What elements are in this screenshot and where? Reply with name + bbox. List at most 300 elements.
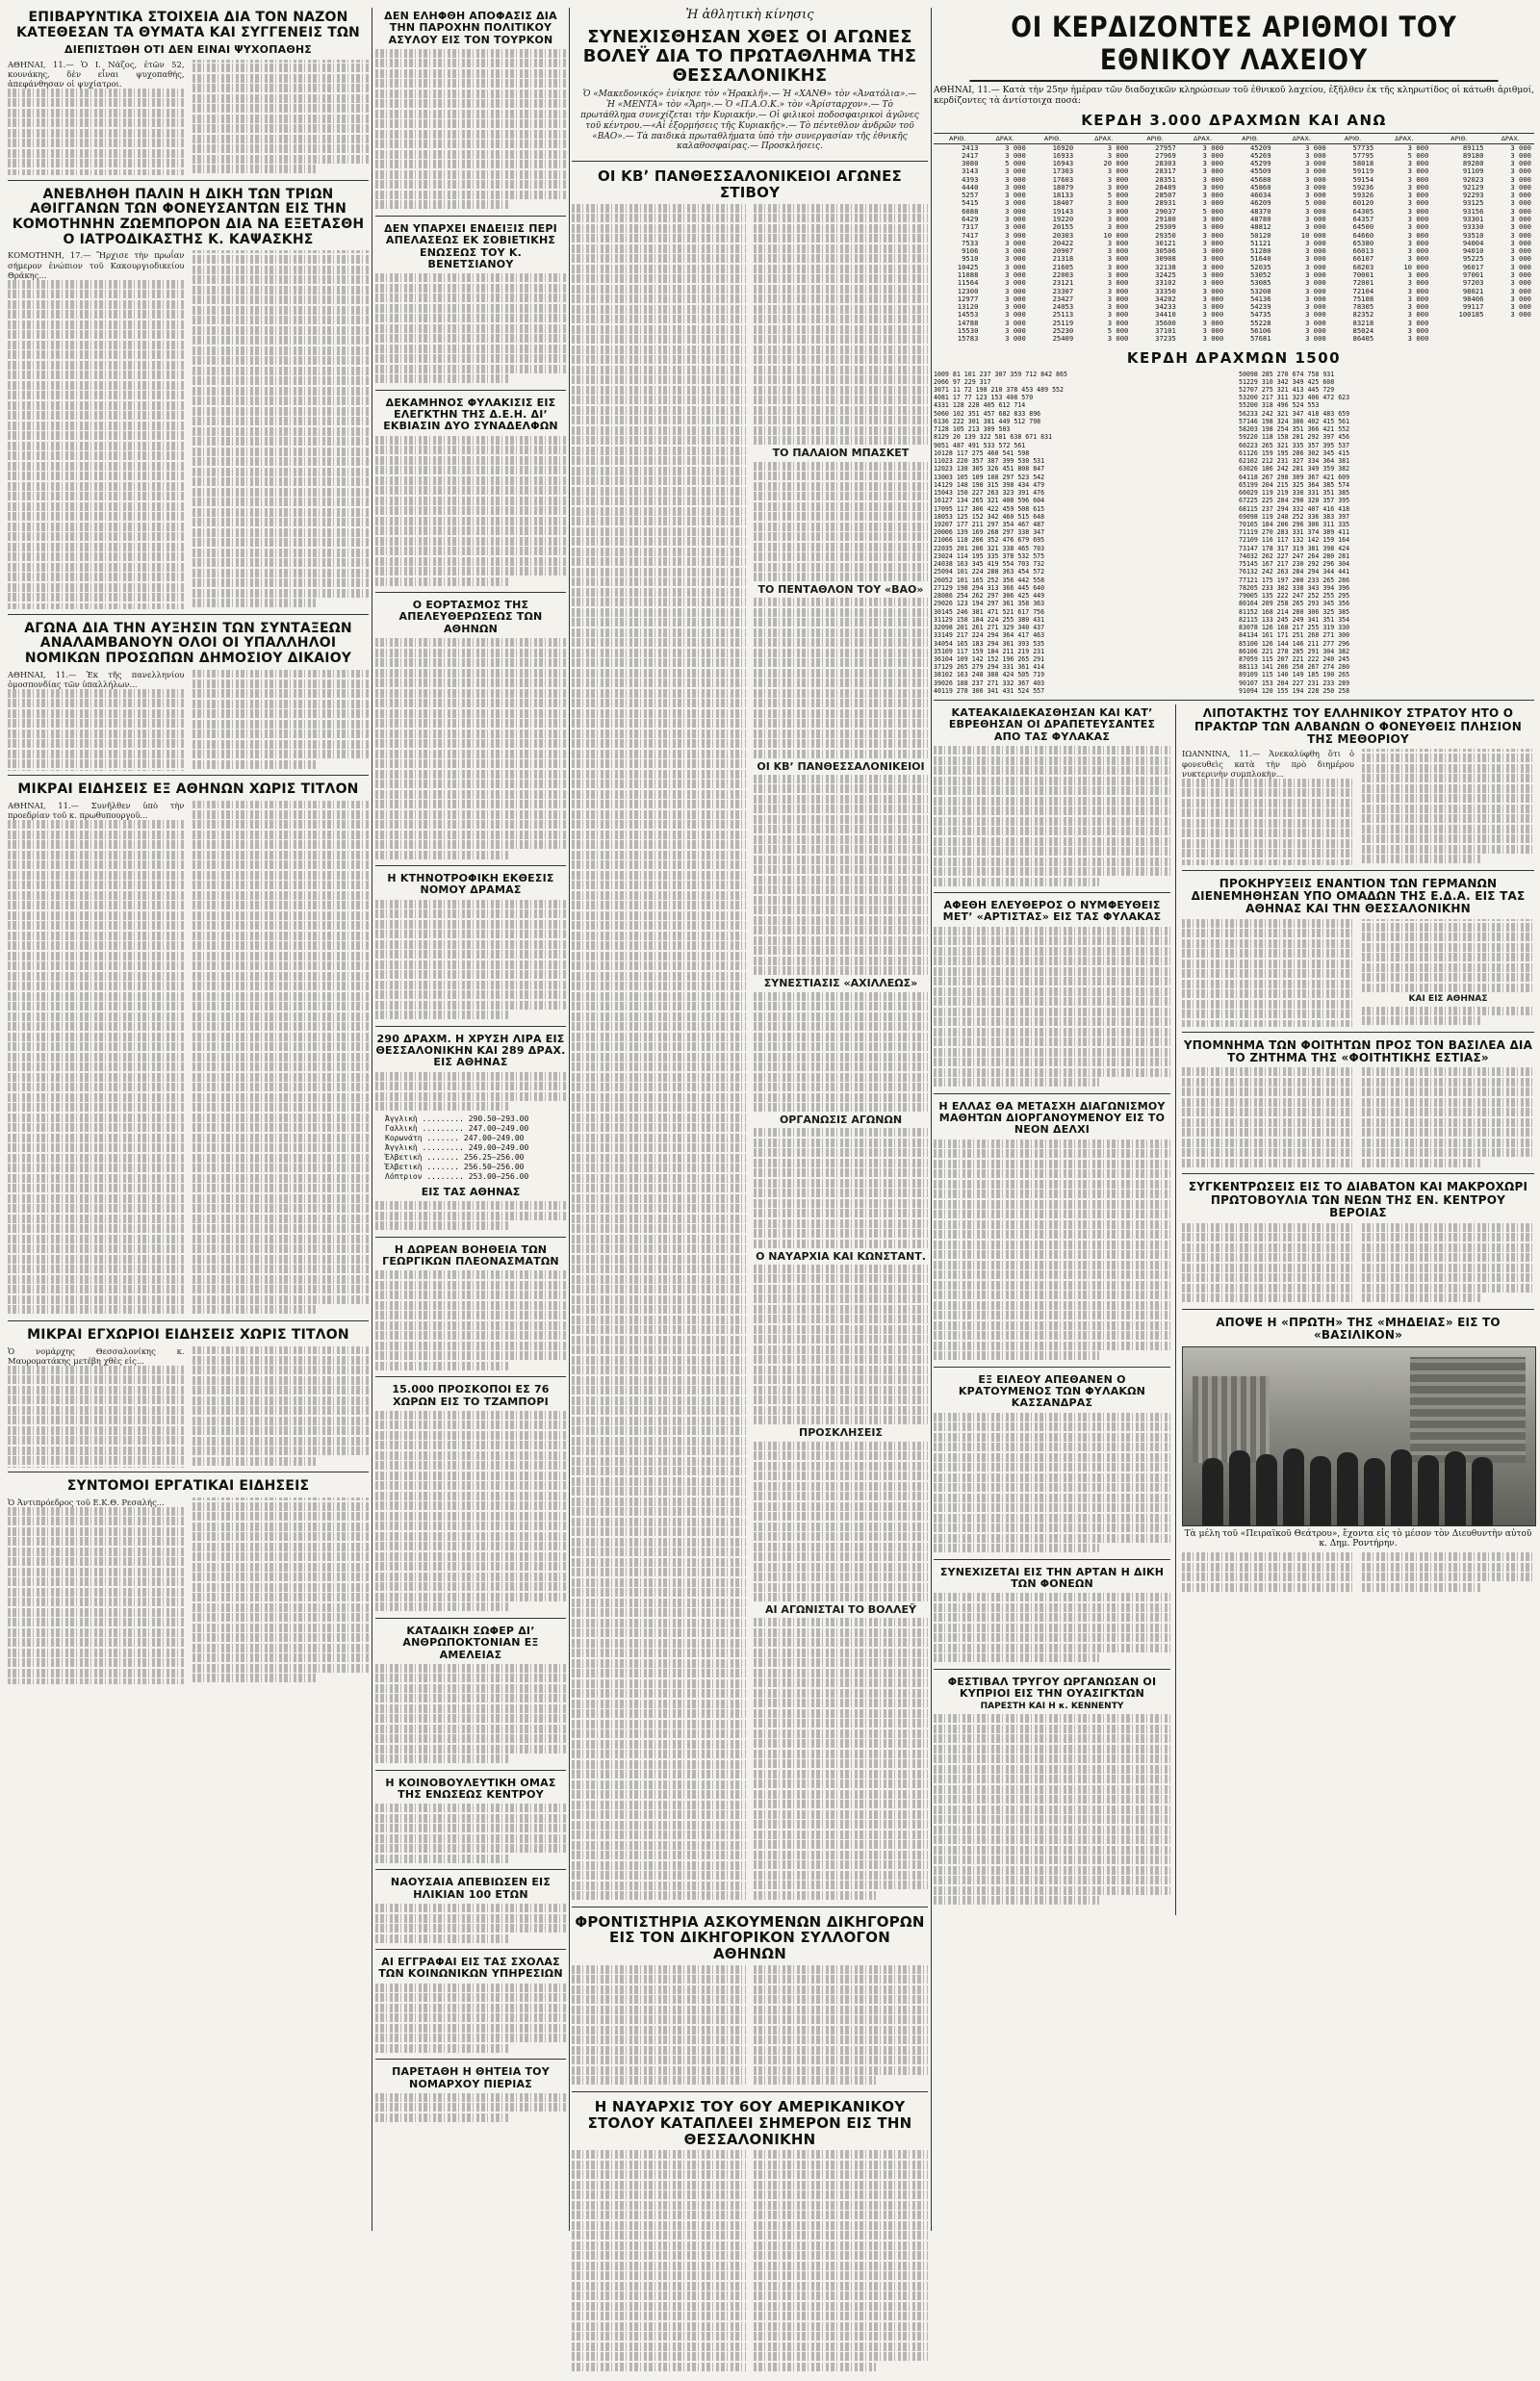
number-line: 85100 126 144 146 211 277 296 — [1239, 639, 1350, 648]
ticket-number — [1431, 327, 1486, 335]
ticket-number: 50120 — [1249, 230, 1271, 240]
ticket-number: 66107 — [1352, 254, 1374, 264]
lead-text: Ὁ νομάρχης Θεσσαλονίκης κ. Μαυροματάκης μετέβη χθὲς εἰς... — [8, 1345, 185, 1366]
lead-text: ΑΘΗΝΑΙ, 11.— Ἐκ τῆς πανελληνίου ὁμοσπονδίας τῶν ὑπαλλήλων... — [8, 669, 185, 689]
ticket-number: 18133 — [1052, 191, 1074, 200]
headline: 15.000 ΠΡΟΣΚΟΠΟΙ ΕΣ 76 ΧΩΡΩΝ ΕΙΣ ΤΟ ΤΖΑΜΠΟΡΙ — [392, 1383, 550, 1408]
prize-amount: 3 000 — [1005, 182, 1026, 192]
column-2 — [375, 8, 566, 2132]
ticket-number: 37101 — [1155, 325, 1176, 335]
lottery-table-body — [934, 143, 1534, 344]
article-athinganoi — [8, 185, 369, 615]
number-line: 30145 246 381 471 521 617 756 — [934, 607, 1045, 616]
ticket-number: 92293 — [1462, 191, 1484, 200]
prize-amount — [1486, 320, 1534, 327]
prize-amount: 5 000 — [1407, 150, 1429, 160]
headline: ΑΦΕΘΗ ΕΛΕΥΘΕΡΟΣ Ο ΝΥΜΦΕΥΘΕΙΣ ΜΕΤʼ «ΑΡΤΙΣΤΑΣ» ΕΙΣ ΤΑΣ ΦΥΛΑΚΑΣ — [942, 899, 1162, 924]
prize-amount: 3 000 — [1407, 174, 1429, 184]
number-line: 15043 150 227 263 323 391 476 — [934, 489, 1045, 498]
number-line: 24038 163 345 419 554 703 732 — [934, 560, 1045, 569]
ticket-number: 14788 — [957, 318, 979, 327]
article-body — [8, 670, 369, 771]
lead-text: ΙΩΑΝΝΙΝΑ, 11.— Ἀνεκαλύφθη ὅτι ὁ φονευθεὶς κατὰ τὴν πρὸ διημέρου νυκτερινὴν συμπλοκὴν... — [1182, 749, 1354, 779]
article-mikres-egxories — [8, 1325, 369, 1472]
ticket-number: 13120 — [957, 302, 979, 312]
prize-amount: 3 000 — [1510, 222, 1531, 232]
number-line: 23024 114 195 335 378 532 575 — [934, 551, 1045, 560]
price-row: Ἑλβετικὴ ....... 256.50—256.00 — [385, 1163, 525, 1172]
prize-amount: 3 000 — [1305, 294, 1326, 303]
ticket-number: 97001 — [1462, 270, 1484, 279]
ticket-number: 89180 — [1462, 150, 1484, 160]
number-line: 36104 109 142 152 196 265 291 — [934, 654, 1045, 663]
prize-amount: 3 000 — [1005, 302, 1026, 312]
ticket-number: 98021 — [1462, 286, 1484, 295]
ticket-number: 20303 — [1052, 230, 1074, 240]
subheadline: ΠΡΟΣΚΛΗΣΕΙΣ — [798, 1426, 883, 1440]
article-asylo — [375, 8, 566, 217]
number-line: 81152 168 214 280 306 325 385 — [1239, 607, 1350, 616]
article-body — [375, 1072, 566, 1112]
prize-amount: 3 000 — [1107, 318, 1129, 327]
ticket-number: 92129 — [1462, 182, 1484, 192]
ticket-number: 9510 — [962, 254, 979, 264]
number-line: 16127 134 265 321 408 596 604 — [934, 497, 1045, 505]
headline: Η ΚΤΗΝΟΤΡΟΦΙΚΗ ΕΚΘΕΣΙΣ ΝΟΜΟΥ ΔΡΑΜΑΣ — [387, 872, 554, 897]
ticket-number: 32425 — [1155, 270, 1176, 279]
ticket-number: 14553 — [957, 310, 979, 320]
prize-amount: 3 000 — [1202, 254, 1224, 264]
number-line: 82115 133 245 249 341 351 354 — [1239, 615, 1350, 624]
number-line: 79005 135 222 247 252 255 295 — [1239, 592, 1350, 601]
prize-amount: 3 000 — [1005, 286, 1026, 295]
price-row: Κορωνάτη ....... 247.00—249.00 — [385, 1134, 525, 1143]
prize-amount: 3 000 — [1407, 206, 1429, 216]
number-line: 86106 221 278 285 291 304 382 — [1239, 647, 1350, 655]
number-line: 56233 242 321 347 418 483 659 — [1239, 409, 1350, 418]
prize-header: ΚΕΡΔΗ ΔΡΑΧΜΩΝ 1500 — [1126, 348, 1342, 367]
number-line: 66029 119 219 330 331 351 385 — [1239, 489, 1350, 498]
prize-amount: 3 000 — [1305, 206, 1326, 216]
prize-amount — [1486, 335, 1534, 343]
ticket-number: 17303 — [1052, 166, 1074, 176]
number-line: 12023 138 305 326 451 808 847 — [934, 465, 1045, 474]
number-line: 38102 163 248 388 424 505 719 — [934, 671, 1045, 679]
prize-amount: 3 000 — [1305, 262, 1326, 271]
subheadline: ΠΑΡΕΣΤΗ ΚΑΙ Η κ. ΚΕΝΝΕΝΤΥ — [980, 1702, 1124, 1712]
prize-amount: 3 000 — [1407, 318, 1429, 327]
col4-left-sub — [934, 704, 1176, 1915]
headline: ΑΝΕΒΛΗΘΗ ΠΑΛΙΝ Η ΔΙΚΗ ΤΩΝ ΤΡΙΩΝ ΑΘΙΓΓΑΝΩΝ ΤΩΝ ΦΟΝΕΥΣΑΝΤΩΝ ΕΙΣ ΤΗΝ ΚΟΜΟΤΗΝΗΝ ΖΩΕΜΠΟΡΟΝ ΔΙΑ ΝΑ ΕΞΕΤΑΣΘΗ Ο ΙΑΤΡΟΔΙΚΑΣΤΗΣ Κ. ΚΑΨΑΣΚΗΣ — [12, 186, 365, 247]
ticket-number: 59154 — [1352, 174, 1374, 184]
ticket-number: 45680 — [1249, 174, 1271, 184]
prize-amount: 3 000 — [1510, 286, 1531, 295]
ticket-number: 27969 — [1155, 150, 1176, 160]
prize-amount: 3 000 — [1005, 246, 1026, 256]
prize-amount: 3 000 — [1305, 246, 1326, 256]
article-body — [375, 1984, 566, 2053]
prize-amount: 3 000 — [1510, 246, 1531, 256]
ticket-number: 99117 — [1462, 302, 1484, 312]
number-line: 89109 115 140 149 185 190 265 — [1239, 671, 1350, 679]
gold-prices-list — [385, 1114, 556, 1182]
article-body — [1182, 749, 1534, 864]
ticket-number: 94004 — [1462, 238, 1484, 247]
ticket-number: 58018 — [1352, 159, 1374, 168]
prize-amount: 3 000 — [1202, 246, 1224, 256]
prize-amount: 3 000 — [1202, 222, 1224, 232]
prize-amount: 3 000 — [1005, 206, 1026, 216]
ticket-number: 19143 — [1052, 206, 1074, 216]
article-stivos — [572, 166, 928, 1907]
headline: ΑΓΩΝΑ ΔΙΑ ΤΗΝ ΑΥΞΗΣΙΝ ΤΩΝ ΣΥΝΤΑΞΕΩΝ ΑΝΑΛΑΜΒΑΝΟΥΝ ΟΛΟΙ ΟΙ ΥΠΑΛΛΗΛΟΙ ΝΟΜΙΚΩΝ ΠΡΟΣΩΠΩΝ ΔΗΜΟΣΙΟΥ ΔΙΚΑΙΟΥ — [24, 620, 352, 666]
prize-amount: 3 000 — [1510, 166, 1531, 176]
number-line: 1009 81 101 237 307 359 712 842 865 — [934, 370, 1067, 378]
ticket-number: 6429 — [962, 215, 979, 224]
article-navarxis — [572, 2096, 928, 2377]
headline: ΜΙΚΡΑΙ ΕΓΧΩΡΙΟΙ ΕΙΔΗΣΕΙΣ ΧΩΡΙΣ ΤΙΤΛΟΝ — [27, 1326, 349, 1343]
article-body — [8, 801, 369, 1316]
article-festival — [934, 1674, 1170, 1911]
prize-amount: 3 000 — [1510, 174, 1531, 184]
number-line: 84134 161 171 251 268 271 300 — [1239, 631, 1350, 640]
lead-text: ΚΟΜΟΤΗΝΗ, 17.— Ἤρχισε τὴν πρωΐαν σήμερον ἐνώπιον τοῦ Κακουργιοδικείου Θράκης... — [8, 250, 185, 280]
ticket-number: 30121 — [1155, 238, 1176, 247]
ticket-number: 82352 — [1352, 310, 1374, 320]
number-line: 20006 139 169 268 297 338 347 — [934, 528, 1045, 537]
prize-amount: 3 000 — [1510, 262, 1531, 271]
prize-amount: 10 000 — [1103, 230, 1129, 240]
lead-text: ΑΘΗΝΑΙ, 11.— Συνῆλθεν ὑπὸ τὴν προεδρίαν τοῦ κ. πρωθυπουργοῦ... — [8, 800, 185, 820]
ticket-number: 55228 — [1249, 318, 1271, 327]
prize-amount: 3 000 — [1202, 325, 1224, 335]
article-veroia — [1182, 1178, 1534, 1309]
prize-amount: 5 000 — [1107, 325, 1129, 335]
ticket-number: 21605 — [1052, 262, 1074, 271]
ticket-number: 28303 — [1155, 159, 1176, 168]
headline: ΦΡΟΝΤΙΣΤΗΡΙΑ ΑΣΚΟΥΜΕΝΩΝ ΔΙΚΗΓΟΡΩΝ ΕΙΣ ΤΟΝ ΔΙΚΗΓΟΡΙΚΟΝ ΣΥΛΛΟΓΟΝ ΑΘΗΝΩΝ — [575, 1912, 925, 1963]
ticket-number: 12300 — [957, 286, 979, 295]
prize-amount: 3 000 — [1510, 254, 1531, 264]
ticket-number: 20907 — [1052, 246, 1074, 256]
number-line: 74032 202 227 247 264 280 281 — [1239, 551, 1350, 560]
ticket-number: 78305 — [1352, 302, 1374, 312]
ticket-number: 89115 — [1462, 142, 1484, 152]
prize-amount: 3 000 — [1407, 182, 1429, 192]
ticket-number: 2413 — [962, 142, 979, 152]
number-line: 73147 178 317 319 381 398 424 — [1239, 544, 1350, 552]
number-line: 69098 119 248 252 336 383 397 — [1239, 512, 1350, 521]
prize-amount: 3 000 — [1305, 286, 1326, 295]
number-line: 7128 105 213 309 503 — [934, 425, 1011, 434]
prize-amount: 3 000 — [1107, 182, 1129, 192]
number-line: 5060 102 351 457 682 833 896 — [934, 409, 1041, 418]
article-body — [1182, 1552, 1534, 1593]
lottery-intro: ΑΘΗΝΑΙ, 11.— Κατὰ τὴν 25ην ἡμέραν τῶν διαδοχικῶν κληρώσεων τοῦ ἐθνικοῦ λαχείου, ἐξῆλθεν ἐκ τῆς κληρωτίδος οἱ κάτωθι ἀριθμοί, κερδίζοντες τὰ ἀντίστοιχα ποσά: — [934, 86, 1534, 107]
ticket-number: 56106 — [1249, 325, 1271, 335]
article-body — [934, 1413, 1170, 1553]
prize-amount — [1486, 327, 1534, 335]
ticket-number: 59236 — [1352, 182, 1374, 192]
prize-amount: 3 000 — [1510, 142, 1531, 152]
headline: ΛΙΠΟΤΑΚΤΗΣ ΤΟΥ ΕΛΛΗΝΙΚΟΥ ΣΤΡΑΤΟΥ ΗΤΟ Ο ΠΡΑΚΤΩΡ ΤΩΝ ΑΛΒΑΝΩΝ Ο ΦΟΝΕΥΘΕΙΣ ΠΛΗΣΙΟΝ ΤΗΣ ΜΕΘΟΡΙΟΥ — [1194, 706, 1522, 747]
number-line: 59220 118 158 201 292 397 456 — [1239, 433, 1350, 442]
ticket-number: 64660 — [1352, 230, 1374, 240]
article-mideia — [1182, 1314, 1534, 1598]
prize-amount: 3 000 — [1510, 278, 1531, 288]
small-prizes-right — [1239, 371, 1534, 696]
lead-text: Ὁ Ἀντιπρόεδρος τοῦ Ε.Κ.Θ. Ρεσαλής... — [8, 1497, 165, 1507]
prize-amount: 3 000 — [1305, 159, 1326, 168]
prize-amount: 3 000 — [1407, 159, 1429, 168]
headline: ΕΞ ΕΙΛΕΟΥ ΑΠΕΘΑΝΕΝ Ο ΚΡΑΤΟΥΜΕΝΟΣ ΤΩΝ ΦΥΛΑΚΩΝ ΚΑΣΣΑΝΔΡΑΣ — [958, 1372, 1146, 1410]
ticket-number: 72104 — [1352, 286, 1374, 295]
prize-amount: 3 000 — [1305, 302, 1326, 312]
number-line: 2066 97 229 317 — [934, 377, 991, 386]
prize-amount: 3 000 — [1107, 286, 1129, 295]
prize-amount: 3 000 — [1407, 325, 1429, 335]
number-line: 28086 254 262 297 306 425 449 — [934, 592, 1045, 601]
ticket-number: 93301 — [1462, 215, 1484, 224]
article-body — [375, 1804, 566, 1863]
ticket-number: 32138 — [1155, 262, 1176, 271]
article-naousaia — [375, 1874, 566, 1950]
headline: Ο ΕΟΡΤΑΣΜΟΣ ΤΗΣ ΑΠΕΛΕΥΘΕΡΩΣΕΩΣ ΤΩΝ ΑΘΗΝΩΝ — [398, 599, 543, 635]
headline: ΔΕΚΑΜΗΝΟΣ ΦΥΛΑΚΙΣΙΣ ΕΙΣ ΕΛΕΓΚΤΗΝ ΤΗΣ Δ.Ε.Η. ΔΙʼ ΕΚΒΙΑΣΙΝ ΔΥΟ ΣΥΝΑΔΕΛΦΩΝ — [383, 396, 558, 433]
number-line: 21066 118 206 352 476 679 695 — [934, 536, 1045, 545]
article-nomarxis — [375, 2063, 566, 2128]
price-row: Ἑλβετικὴ ....... 256.25—256.00 — [385, 1153, 525, 1163]
ticket-number: 16933 — [1052, 150, 1074, 160]
prize-amount: 3 000 — [1107, 278, 1129, 288]
ticket-number: 48370 — [1249, 206, 1271, 216]
ticket-number: 28507 — [1155, 191, 1176, 200]
headline: ΔΕΝ ΥΠΑΡΧΕΙ ΕΝΔΕΙΞΙΣ ΠΕΡΙ ΑΠΕΛΑΣΕΩΣ ΕΚ ΣΟΒΙΕΤΙΚΗΣ ΕΝΩΣΕΩΣ ΤΟΥ Κ. ΒΕΝΕΤΣΙΑΝΟΥ — [384, 221, 557, 270]
ticket-number: 30908 — [1155, 254, 1176, 264]
ticket-number: 28317 — [1155, 166, 1176, 176]
number-line: 29026 123 194 297 361 358 363 — [934, 600, 1045, 608]
lottery-table — [934, 133, 1534, 344]
prize-amount: 3 000 — [1202, 294, 1224, 303]
ticket-number: 3143 — [962, 166, 979, 176]
article-body — [375, 2093, 566, 2122]
small-prizes — [934, 371, 1534, 696]
prize-amount: 3 000 — [1305, 278, 1326, 288]
prize-amount: 3 000 — [1005, 191, 1026, 200]
prize-amount: 3 000 — [1407, 302, 1429, 312]
column-rule — [931, 8, 932, 2231]
ticket-number: 17603 — [1052, 174, 1074, 184]
ticket-number: 28931 — [1155, 198, 1176, 208]
prize-amount: 3 000 — [1005, 294, 1026, 303]
ticket-number: 46034 — [1249, 191, 1271, 200]
prize-amount: 3 000 — [1305, 270, 1326, 279]
ticket-number: 85024 — [1352, 325, 1374, 335]
prize-amount: 3 000 — [1305, 150, 1326, 160]
ticket-number: 5415 — [962, 198, 979, 208]
ticket-number: 65380 — [1352, 238, 1374, 247]
ticket-number: 22003 — [1052, 270, 1074, 279]
number-line: 57146 198 324 386 402 415 561 — [1239, 417, 1350, 425]
ticket-number: 93510 — [1462, 230, 1484, 240]
subheadline: ΣΥΝΕΣΤΙΑΣΙΣ «ΑΧΙΛΛΕΩΣ» — [763, 977, 918, 990]
number-line: 53200 217 311 323 406 472 623 — [1239, 394, 1350, 402]
subheadline: ΤΟ ΠΕΝΤΑΘΛΟΝ ΤΟΥ «ΒΑΟ» — [757, 583, 924, 597]
column-1 — [8, 8, 369, 1693]
number-line: 65199 204 215 325 364 385 574 — [1239, 480, 1350, 489]
prize-amount: 3 000 — [1202, 334, 1224, 344]
ticket-number: 95225 — [1462, 254, 1484, 264]
subheadline: ΑΙ ΑΓΩΝΙΣΤΑΙ ΤΟ ΒΟΛΛΕΫ — [765, 1603, 916, 1617]
ticket-number: 72001 — [1352, 278, 1374, 288]
number-line: 6136 222 301 381 449 512 798 — [934, 417, 1041, 425]
ticket-number: 11564 — [957, 278, 979, 288]
prize-amount: 3 000 — [1305, 222, 1326, 232]
number-line: 26052 101 165 252 356 442 558 — [934, 576, 1045, 584]
prize-amount: 3 000 — [1005, 238, 1026, 247]
prize-amount: 3 000 — [1107, 310, 1129, 320]
ticket-number: 29309 — [1155, 222, 1176, 232]
ticket-number: 57735 — [1352, 142, 1374, 152]
prize-amount: 3 000 — [1407, 278, 1429, 288]
ticket-number: 21318 — [1052, 254, 1074, 264]
ticket-number: 29037 — [1155, 206, 1176, 216]
number-line: 78205 233 302 338 343 394 396 — [1239, 583, 1350, 592]
headline: ΣΥΝΕΧΙΖΕΤΑΙ ΕΙΣ ΤΗΝ ΑΡΤΑΝ Η ΔΙΚΗ ΤΩΝ ΦΟΝΕΩΝ — [939, 1565, 1165, 1590]
article-ergatikes — [8, 1476, 369, 1689]
article-body — [934, 1593, 1170, 1662]
prize-amount: 3 000 — [1005, 142, 1026, 152]
article-frontistiria — [572, 1911, 928, 2092]
prize-amount: 3 000 — [1305, 334, 1326, 344]
number-line: 90107 153 204 227 231 233 289 — [1239, 678, 1350, 687]
article-georgika — [375, 1242, 566, 1378]
prize-amount: 3 000 — [1202, 182, 1224, 192]
prize-amount: 3 000 — [1407, 310, 1429, 320]
prize-amount: 3 000 — [1305, 191, 1326, 200]
number-line: 55200 318 496 524 553 — [1239, 401, 1320, 410]
ticket-number: 86405 — [1352, 334, 1374, 344]
article-eggrafes — [375, 1954, 566, 2060]
ticket-number: 16920 — [1052, 142, 1074, 152]
prize-amount: 3 000 — [1510, 215, 1531, 224]
headline: ΕΠΙΒΑΡΥΝΤΙΚΑ ΣΤΟΙΧΕΙΑ ΔΙΑ ΤΟΝ ΝΑΖΟΝ ΚΑΤΕΘΕΣΑΝ ΤΑ ΘΥΜΑΤΑ ΚΑΙ ΣΥΓΓΕΝΕΙΣ ΤΩΝ — [16, 10, 360, 40]
ticket-number: 25409 — [1052, 334, 1074, 344]
ticket-number: 98406 — [1462, 294, 1484, 303]
prize-amount: 3 000 — [1202, 230, 1224, 240]
ticket-number: 34410 — [1155, 310, 1176, 320]
section-title: Ἡ ἀθλητικὴ κίνησις — [685, 8, 814, 22]
article-ktinotrofiki — [375, 870, 566, 1027]
prize-amount: 3 000 — [1005, 278, 1026, 288]
number-line: 64118 267 298 309 367 421 609 — [1239, 473, 1350, 481]
prize-amount: 3 000 — [1305, 215, 1326, 224]
prize-amount: 3 000 — [1005, 318, 1026, 327]
article-body — [934, 1714, 1170, 1905]
lottery-section — [934, 8, 1534, 701]
ticket-number: 20155 — [1052, 222, 1074, 232]
prize-amount: 3 000 — [1407, 166, 1429, 176]
prize-amount: 3 000 — [1510, 198, 1531, 208]
number-line: 88113 141 206 258 267 274 280 — [1239, 663, 1350, 672]
ticket-number: 89280 — [1462, 159, 1484, 168]
prize-amount: 3 000 — [1305, 142, 1326, 152]
number-line: 4081 17 77 123 153 408 570 — [934, 394, 1034, 402]
price-row: Ἀγγλικὴ ......... 249.00—249.00 — [385, 1143, 529, 1153]
article-body — [375, 273, 566, 383]
number-line: 31129 158 184 224 255 380 431 — [934, 615, 1045, 624]
number-line: 40119 278 306 341 431 524 557 — [934, 686, 1045, 695]
price-row: Γαλλικὴ ......... 247.00—249.00 — [385, 1124, 529, 1134]
number-line: 50098 285 270 674 758 931 — [1239, 370, 1335, 378]
prize-amount: 3 000 — [1202, 238, 1224, 247]
ticket-number: 57795 — [1352, 150, 1374, 160]
number-line: 22035 201 206 321 338 465 703 — [934, 544, 1045, 552]
article-body — [8, 60, 369, 175]
ticket-number: 25230 — [1052, 325, 1074, 335]
column-rule — [569, 8, 570, 2231]
prize-amount: 3 000 — [1005, 230, 1026, 240]
headline: ΣΥΝΕΧΙΣΘΗΣΑΝ ΧΘΕΣ ΟΙ ΑΓΩΝΕΣ ΒΟΛΕΫ ΔΙΑ ΤΟ ΠΡΩΤΑΘΛΗΜΑ ΤΗΣ ΘΕΣΣΑΛΟΝΙΚΗΣ — [582, 27, 917, 87]
prize-amount: 3 000 — [1202, 302, 1224, 312]
ticket-number: 64500 — [1352, 222, 1374, 232]
prize-amount: 3 000 — [1202, 270, 1224, 279]
article-body — [375, 49, 566, 210]
article-volley — [572, 25, 928, 162]
number-line: 52707 275 321 413 445 729 — [1239, 386, 1335, 394]
article-koinovouleftiki — [375, 1775, 566, 1871]
prize-amount: 3 000 — [1107, 254, 1129, 264]
prize-amount: 10 000 — [1300, 230, 1326, 240]
article-dei — [375, 395, 566, 593]
ticket-number: 45299 — [1249, 159, 1271, 168]
ticket-number: 15530 — [957, 325, 979, 335]
ticket-number: 34202 — [1155, 294, 1176, 303]
ticket-number: 45509 — [1249, 166, 1271, 176]
prize-amount: 3 000 — [1407, 254, 1429, 264]
ticket-number: 6088 — [962, 206, 979, 216]
article-prokirykseis — [1182, 875, 1534, 1033]
headline: ΚΑΤΑΔΙΚΗ ΣΩΦΕΡ ΔΙʼ ΑΝΘΡΩΠΟΚΤΟΝΙΑΝ ΕΞ ΑΜΕΛΕΙΑΣ — [402, 1624, 539, 1661]
col4-right-sub — [1182, 704, 1534, 1915]
number-line: 18053 125 152 342 460 515 648 — [934, 512, 1045, 521]
column-4 — [934, 8, 1534, 1915]
lottery-title: ΟΙ ΚΕΡΔΙΖΟΝΤΕΣ ΑΡΙΘΜΟΙ ΤΟΥ ΕΘΝΙΚΟΥ ΛΑΧΕΙΟΥ — [969, 11, 1498, 82]
prize-amount: 3 000 — [1510, 159, 1531, 168]
ticket-number: 4393 — [962, 174, 979, 184]
article-drapetes — [934, 704, 1170, 893]
number-line: 70165 184 206 296 306 311 335 — [1239, 520, 1350, 528]
article-body — [8, 1346, 369, 1468]
ticket-number: 29350 — [1155, 230, 1176, 240]
ticket-number: 35600 — [1155, 318, 1176, 327]
prize-amount: 3 000 — [1510, 238, 1531, 247]
prize-amount: 3 000 — [1107, 198, 1129, 208]
prize-amount: 3 000 — [1005, 174, 1026, 184]
prize-amount: 3 000 — [1510, 191, 1531, 200]
ticket-number: 18079 — [1052, 182, 1074, 192]
prize-amount: 5 000 — [1107, 191, 1129, 200]
number-line: 39026 188 237 271 332 367 403 — [934, 678, 1045, 687]
headline: ΜΙΚΡΑΙ ΕΙΔΗΣΕΙΣ ΕΞ ΑΘΗΝΩΝ ΧΩΡΙΣ ΤΙΤΛΟΝ — [17, 781, 359, 798]
ticket-number: 100185 — [1458, 310, 1484, 320]
number-line: 9051 487 491 533 572 561 — [934, 441, 1026, 449]
article-body — [8, 1498, 369, 1684]
headline: ΚΑΤΕΑΚΑΙΔΕΚΑΣΘΗΣΑΝ ΚΑΙ ΚΑΤʼ ΕΒΡΕΘΗΣΑΝ ΟΙ ΔΡΑΠΕΤΕΥΣΑΝΤΕΣ ΑΠΟ ΤΑΣ ΦΥΛΑΚΑΣ — [948, 706, 1156, 743]
ticket-number: 23307 — [1052, 286, 1074, 295]
ticket-number: 93125 — [1462, 198, 1484, 208]
prize-amount: 3 000 — [1510, 302, 1531, 312]
